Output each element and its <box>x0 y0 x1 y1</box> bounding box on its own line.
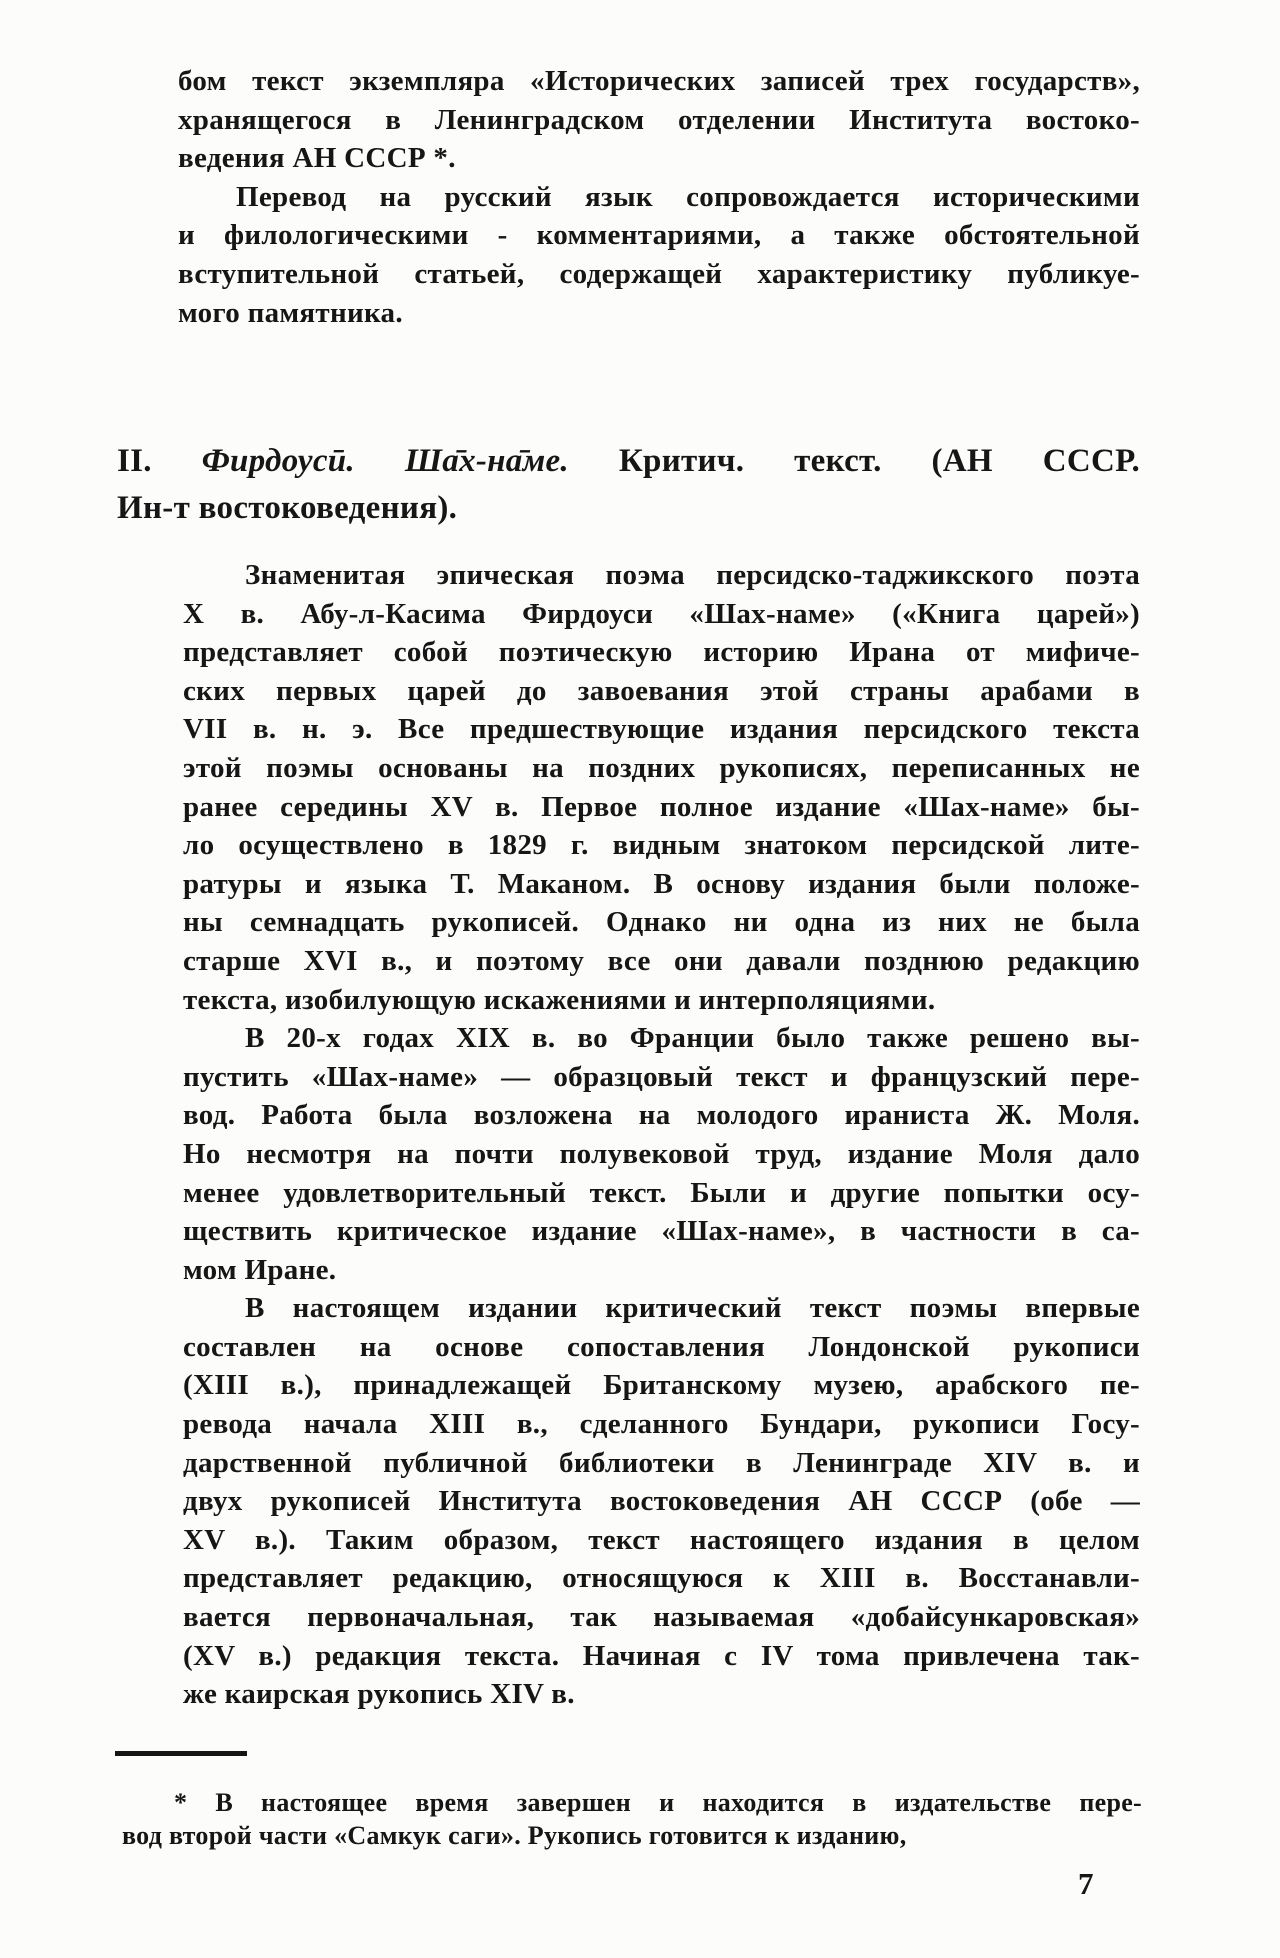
text-line: * В настоящее время завершен и находится в издательстве пере- <box>174 1788 1142 1817</box>
text-line: менее удовлетворительный текст. Были и другие попытки осу- <box>183 1176 1140 1209</box>
heading-segment: Критич. текст. (АН СССР. <box>568 443 1140 479</box>
paragraph-perevod <box>178 178 1140 332</box>
heading-segment: II. <box>117 443 202 479</box>
body-text <box>183 556 1140 1714</box>
body-paragraph-3 <box>183 1289 1140 1714</box>
text-line: ло осуществлено в 1829 г. видным знатоком персидской лите- <box>183 829 1140 862</box>
text-line: представляет редакцию, относящуюся к XIII в. Восстанавли- <box>183 1562 1140 1595</box>
text-line: Перевод на русский язык сопровождается историческими <box>236 180 1140 213</box>
text-line: Но несмотря на почти полувековой труд, издание Моля дало <box>183 1137 1140 1170</box>
text-line: старше XVI в., и поэтому все они давали позднюю редакцию <box>183 944 1140 977</box>
text-line: и филологическими - комментариями, а также обстоятельной <box>178 219 1140 252</box>
heading-italic-segment: Фирдоусӣ. Ша̄х-на̄ме. <box>201 443 569 479</box>
text-line: ратуры и языка Т. Маканом. В основу издания были положе- <box>183 867 1140 900</box>
text-line: мом Иране. <box>183 1253 337 1286</box>
paragraph-continuation <box>178 62 1140 178</box>
text-line: двух рукописей Института востоковедения АН СССР (обе — <box>183 1485 1140 1518</box>
top-continuation-text <box>178 62 1140 332</box>
text-line: X в. Абу-л-Касима Фирдоуси «Шах-наме» («Книга царей») <box>183 597 1140 630</box>
body-paragraph-1 <box>183 556 1140 1019</box>
text-line: ских первых царей до завоевания этой страны арабами в <box>183 674 1140 707</box>
text-line: ревода начала XIII в., сделанного Бундари, рукописи Госу- <box>183 1408 1140 1441</box>
text-line: (XV в.) редакция текста. Начиная с IV тома привлечена так- <box>183 1639 1140 1672</box>
text-line: пустить «Шах-наме» — образцовый текст и французский пере- <box>183 1060 1140 1093</box>
text-line: ведения АН СССР *. <box>178 142 456 175</box>
text-line: представляет собой поэтическую историю Ирана от мифиче- <box>183 636 1140 669</box>
section-heading-line1 <box>117 438 1140 485</box>
text-line: ны семнадцать рукописей. Однако ни одна из них не была <box>183 906 1140 939</box>
text-line: дарственной публичной библиотеки в Ленинграде XIV в. и <box>183 1446 1140 1479</box>
text-line: же каирская рукопись XIV в. <box>183 1678 575 1711</box>
page-number: 7 <box>1078 1866 1094 1901</box>
text-line: VII в. н. э. Все предшествующие издания персидского текста <box>183 713 1140 746</box>
text-line: вается первоначальная, так называемая «добайсункаровская» <box>183 1601 1140 1634</box>
text-line: составлен на основе сопоставления Лондонской рукописи <box>183 1330 1140 1363</box>
text-line: В настоящем издании критический текст поэмы впервые <box>245 1292 1140 1325</box>
section-heading-line2: Ин-т востоковедения). <box>117 490 458 526</box>
text-line: бом текст экземпляра «Исторических записей трех государств», <box>178 65 1140 97</box>
text-line: вступительной статьей, содержащей характеристику публикуе- <box>178 257 1140 290</box>
body-paragraph-2 <box>183 1019 1140 1289</box>
text-line: (XIII в.), принадлежащей Британскому музею, арабского пе- <box>183 1369 1140 1402</box>
text-line: хранящегося в Ленинградском отделении Института востоко- <box>178 103 1140 136</box>
text-line: вод второй части «Самкук саги». Рукопись готовится к изданию, <box>122 1821 907 1850</box>
footnote-text <box>122 1786 1142 1852</box>
section-heading <box>117 438 1140 532</box>
text-line: Знаменитая эпическая поэма персидско-таджикского поэта <box>245 559 1140 591</box>
text-line: ранее середины XV в. Первое полное издание «Шах-наме» бы- <box>183 790 1140 823</box>
text-line: вод. Работа была возложена на молодого ираниста Ж. Моля. <box>183 1099 1140 1132</box>
text-line: текста, изобилующую искажениями и интерполяциями. <box>183 983 936 1016</box>
text-line: XV в.). Таким образом, текст настоящего издания в целом <box>183 1523 1140 1556</box>
text-line: мого памятника. <box>178 296 403 329</box>
text-line: В 20-х годах XIX в. во Франции было также решено вы- <box>245 1022 1140 1055</box>
text-line: этой поэмы основаны на поздних рукописях, переписанных не <box>183 751 1140 784</box>
text-line: ществить критическое издание «Шах-наме», в частности в са- <box>183 1215 1140 1248</box>
footnote-separator-rule <box>115 1751 247 1756</box>
